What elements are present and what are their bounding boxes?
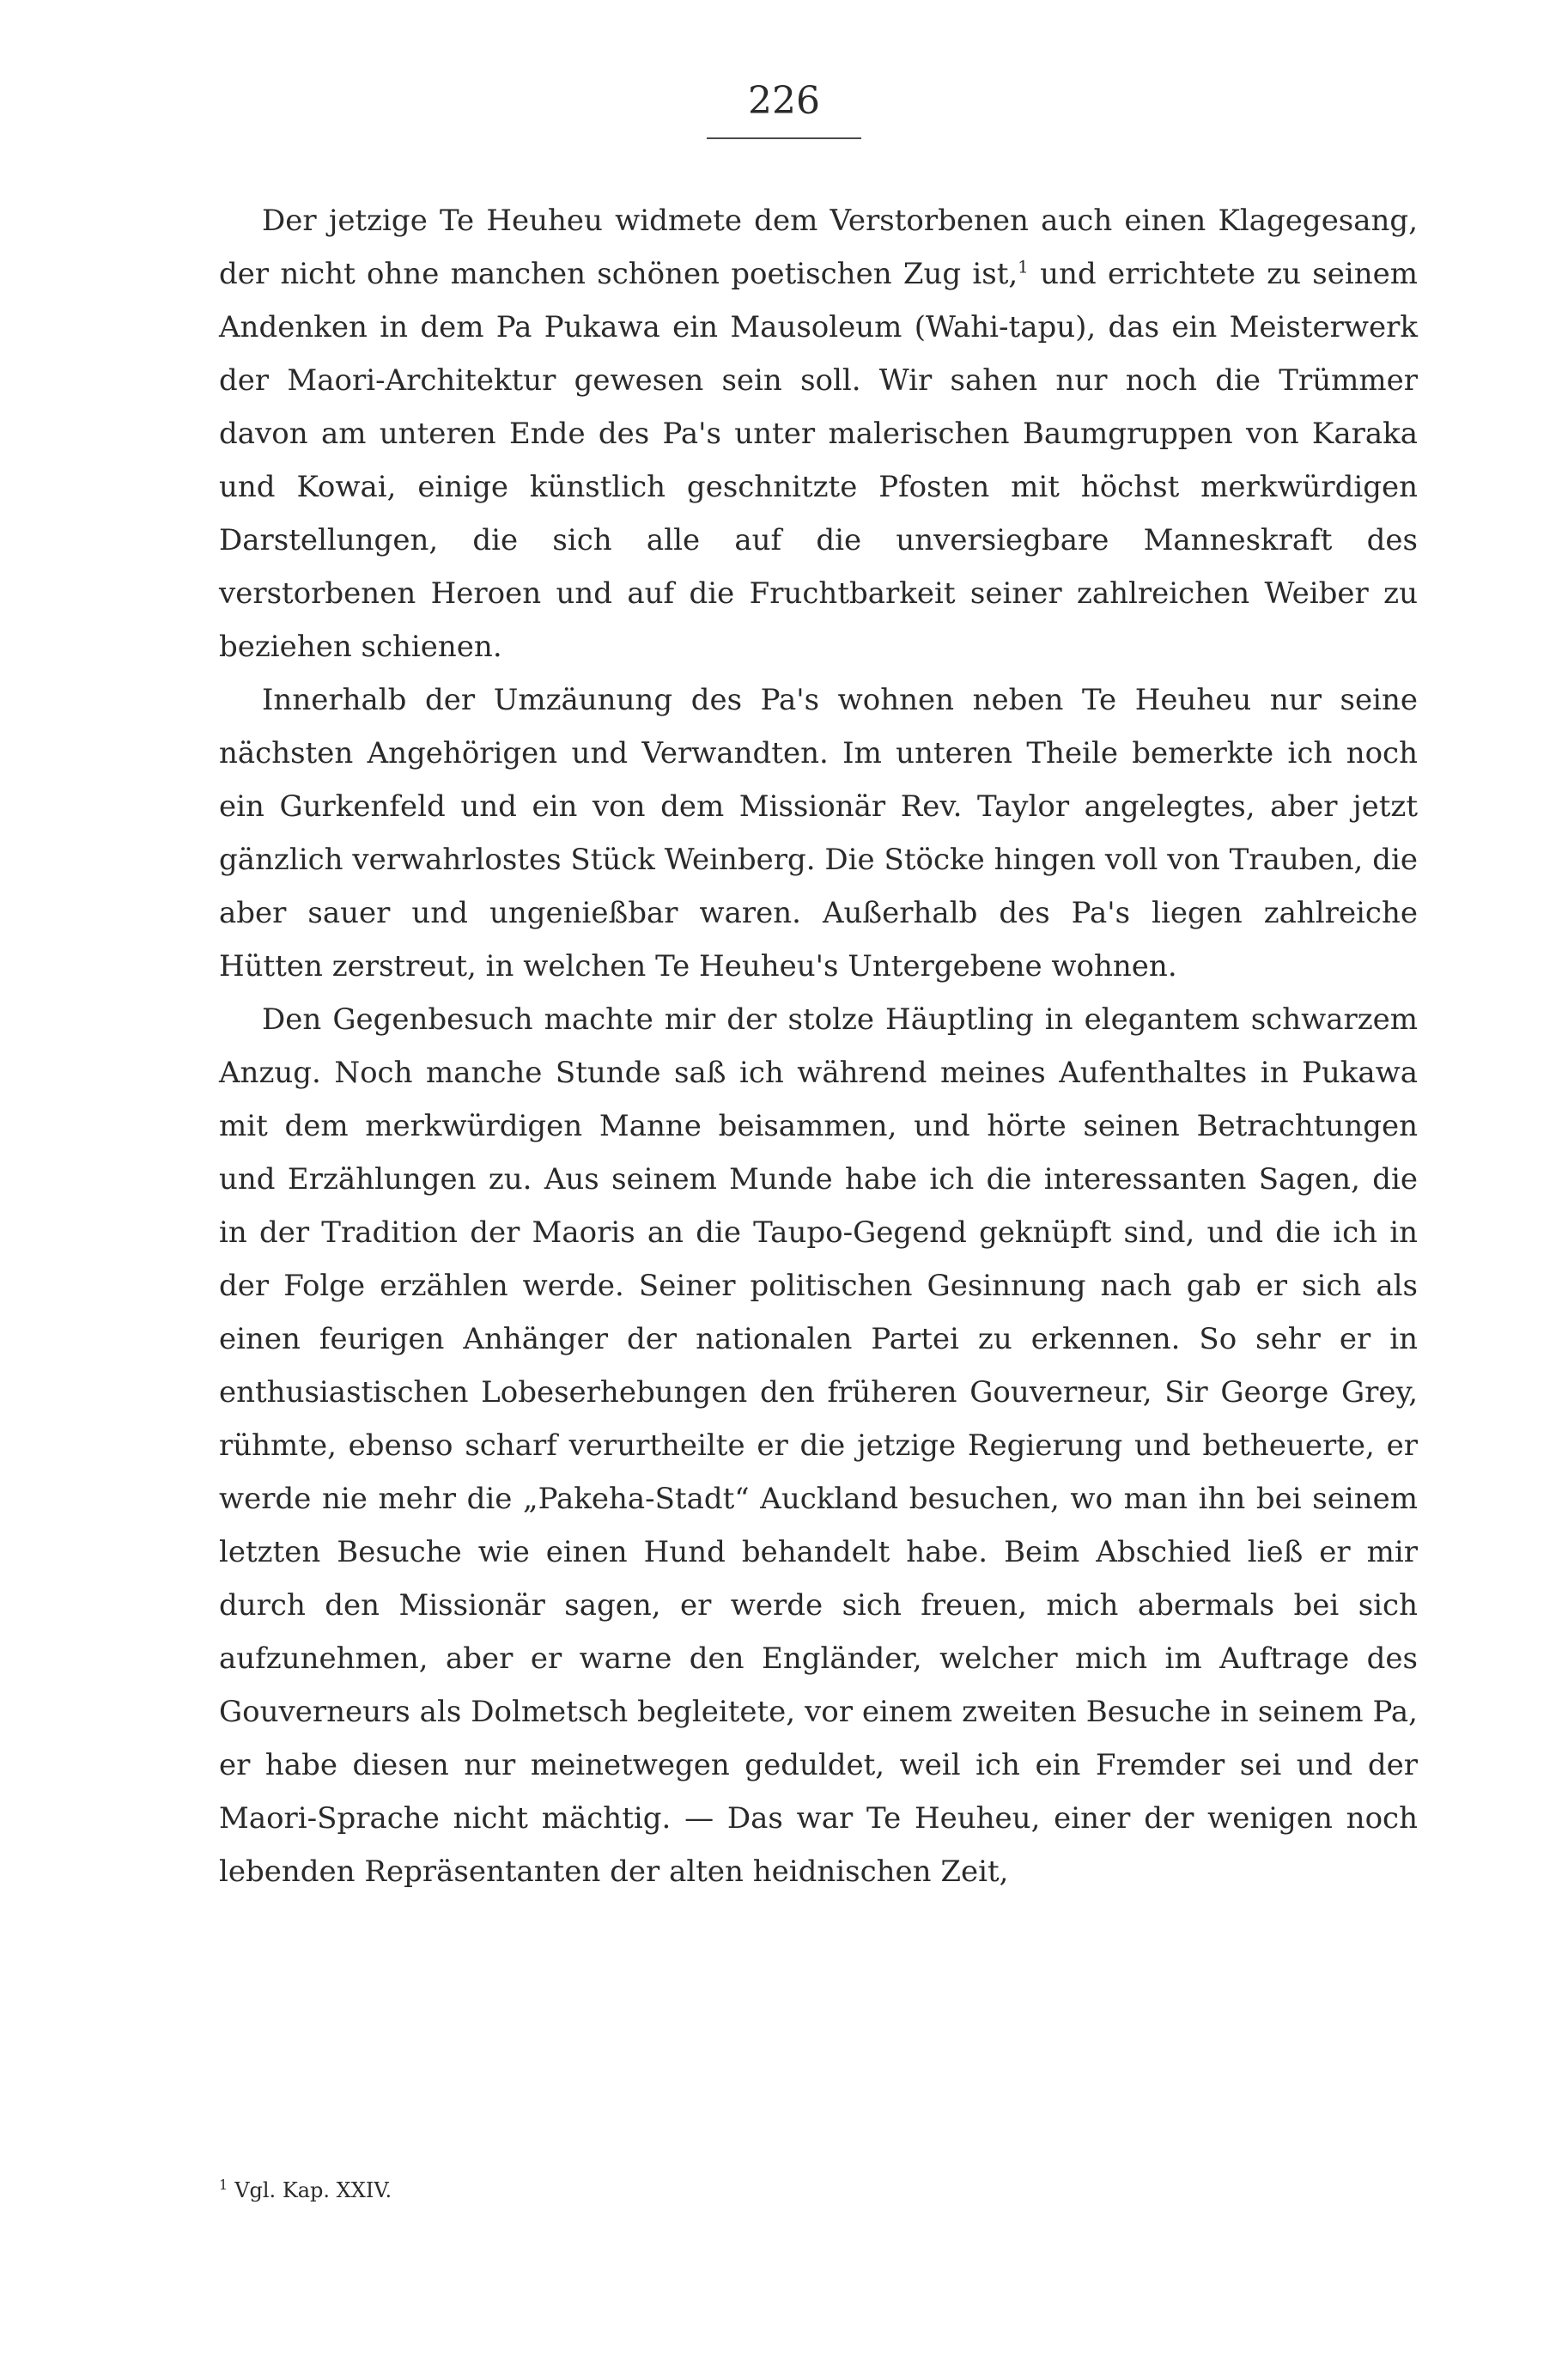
paragraph-1-text-after-note: und errichtete zu seinem Andenken in dem Pa Pukawa ein Mausoleum (Wahi-tapu), das ein Meisterwerk der Maori-Architektur gewesen sein soll. Wir sahen nur noch die Trümmer davon am unteren Ende des Pa's unter malerischen Baumgruppen von Karaka und Kowai, einige künstlich geschnitzte Pfosten mit höchst merkwürdigen Darstellungen, die sich alle auf die unversiegbare Manneskraft des verstorbenen Heroen und auf die Fruchtbarkeit seiner zahlreichen Weiber zu beziehen schienen. (219, 257, 1418, 664)
paragraph-2: Innerhalb der Umzäunung des Pa's wohnen neben Te Heuheu nur seine nächsten Angehörigen und Verwandten. Im unteren Theile bemerkte ich noch ein Gurkenfeld und ein von dem Missionär Rev. Taylor angelegtes, aber jetzt gänzlich verwahrlostes Stück Weinberg. Die Stöcke hingen voll von Trauben, die aber sauer und ungenießbar waren. Außerhalb des Pa's liegen zahlreiche Hütten zerstreut, in welchen Te Heuheu's Untergebene wohnen. (219, 683, 1418, 984)
page-number: 226 (748, 79, 820, 123)
paragraph-1-text-before-note: Der jetzige Te Heuheu widmete dem Verstorbenen auch einen Klagegesang, der nicht ohne manchen schönen poetischen Zug ist, (219, 204, 1418, 291)
header-rule (707, 137, 861, 139)
body-text (219, 194, 1418, 1898)
paragraph-3: Den Gegenbesuch machte mir der stolze Häuptling in elegantem schwarzem Anzug. Noch manche Stunde saß ich während meines Aufenthaltes in Pukawa mit dem merkwürdigen Manne beisammen, und hörte seinen Betrachtungen und Erzählungen zu. Aus seinem Munde habe ich die interessanten Sagen, die in der Tradition der Maoris an die Taupo-Gegend geknüpft sind, und die ich in der Folge erzählen werde. Seiner politischen Gesinnung nach gab er sich als einen feurigen Anhänger der nationalen Partei zu erkennen. So sehr er in enthusiastischen Lobeserhebungen den früheren Gouverneur, Sir George Grey, rühmte, ebenso scharf verurtheilte er die jetzige Regierung und betheuerte, er werde nie mehr die „Pakeha-Stadt“ Auckland besuchen, wo man ihn bei seinem letzten Besuche wie einen Hund behandelt habe. Beim Abschied ließ er mir durch den Missionär sagen, er werde sich freuen, mich abermals bei sich aufzunehmen, aber er warne den Engländer, welcher mich im Auftrage des Gouverneurs als Dolmetsch begleitete, vor einem zweiten Besuche in seinem Pa, er habe diesen nur meinetwegen geduldet, weil ich ein Fremder sei und der Maori-Sprache nicht mächtig. — Das war Te Heuheu, einer der wenigen noch lebenden Repräsentanten der alten heidnischen Zeit, (219, 1002, 1418, 1889)
footnote-mark: 1 (219, 2177, 228, 2193)
footnote (219, 2173, 1418, 2208)
footnote-reference: 1 (1018, 256, 1029, 277)
paragraph-1 (219, 194, 1418, 673)
footnote-text: Vgl. Kap. XXIV. (234, 2178, 392, 2202)
